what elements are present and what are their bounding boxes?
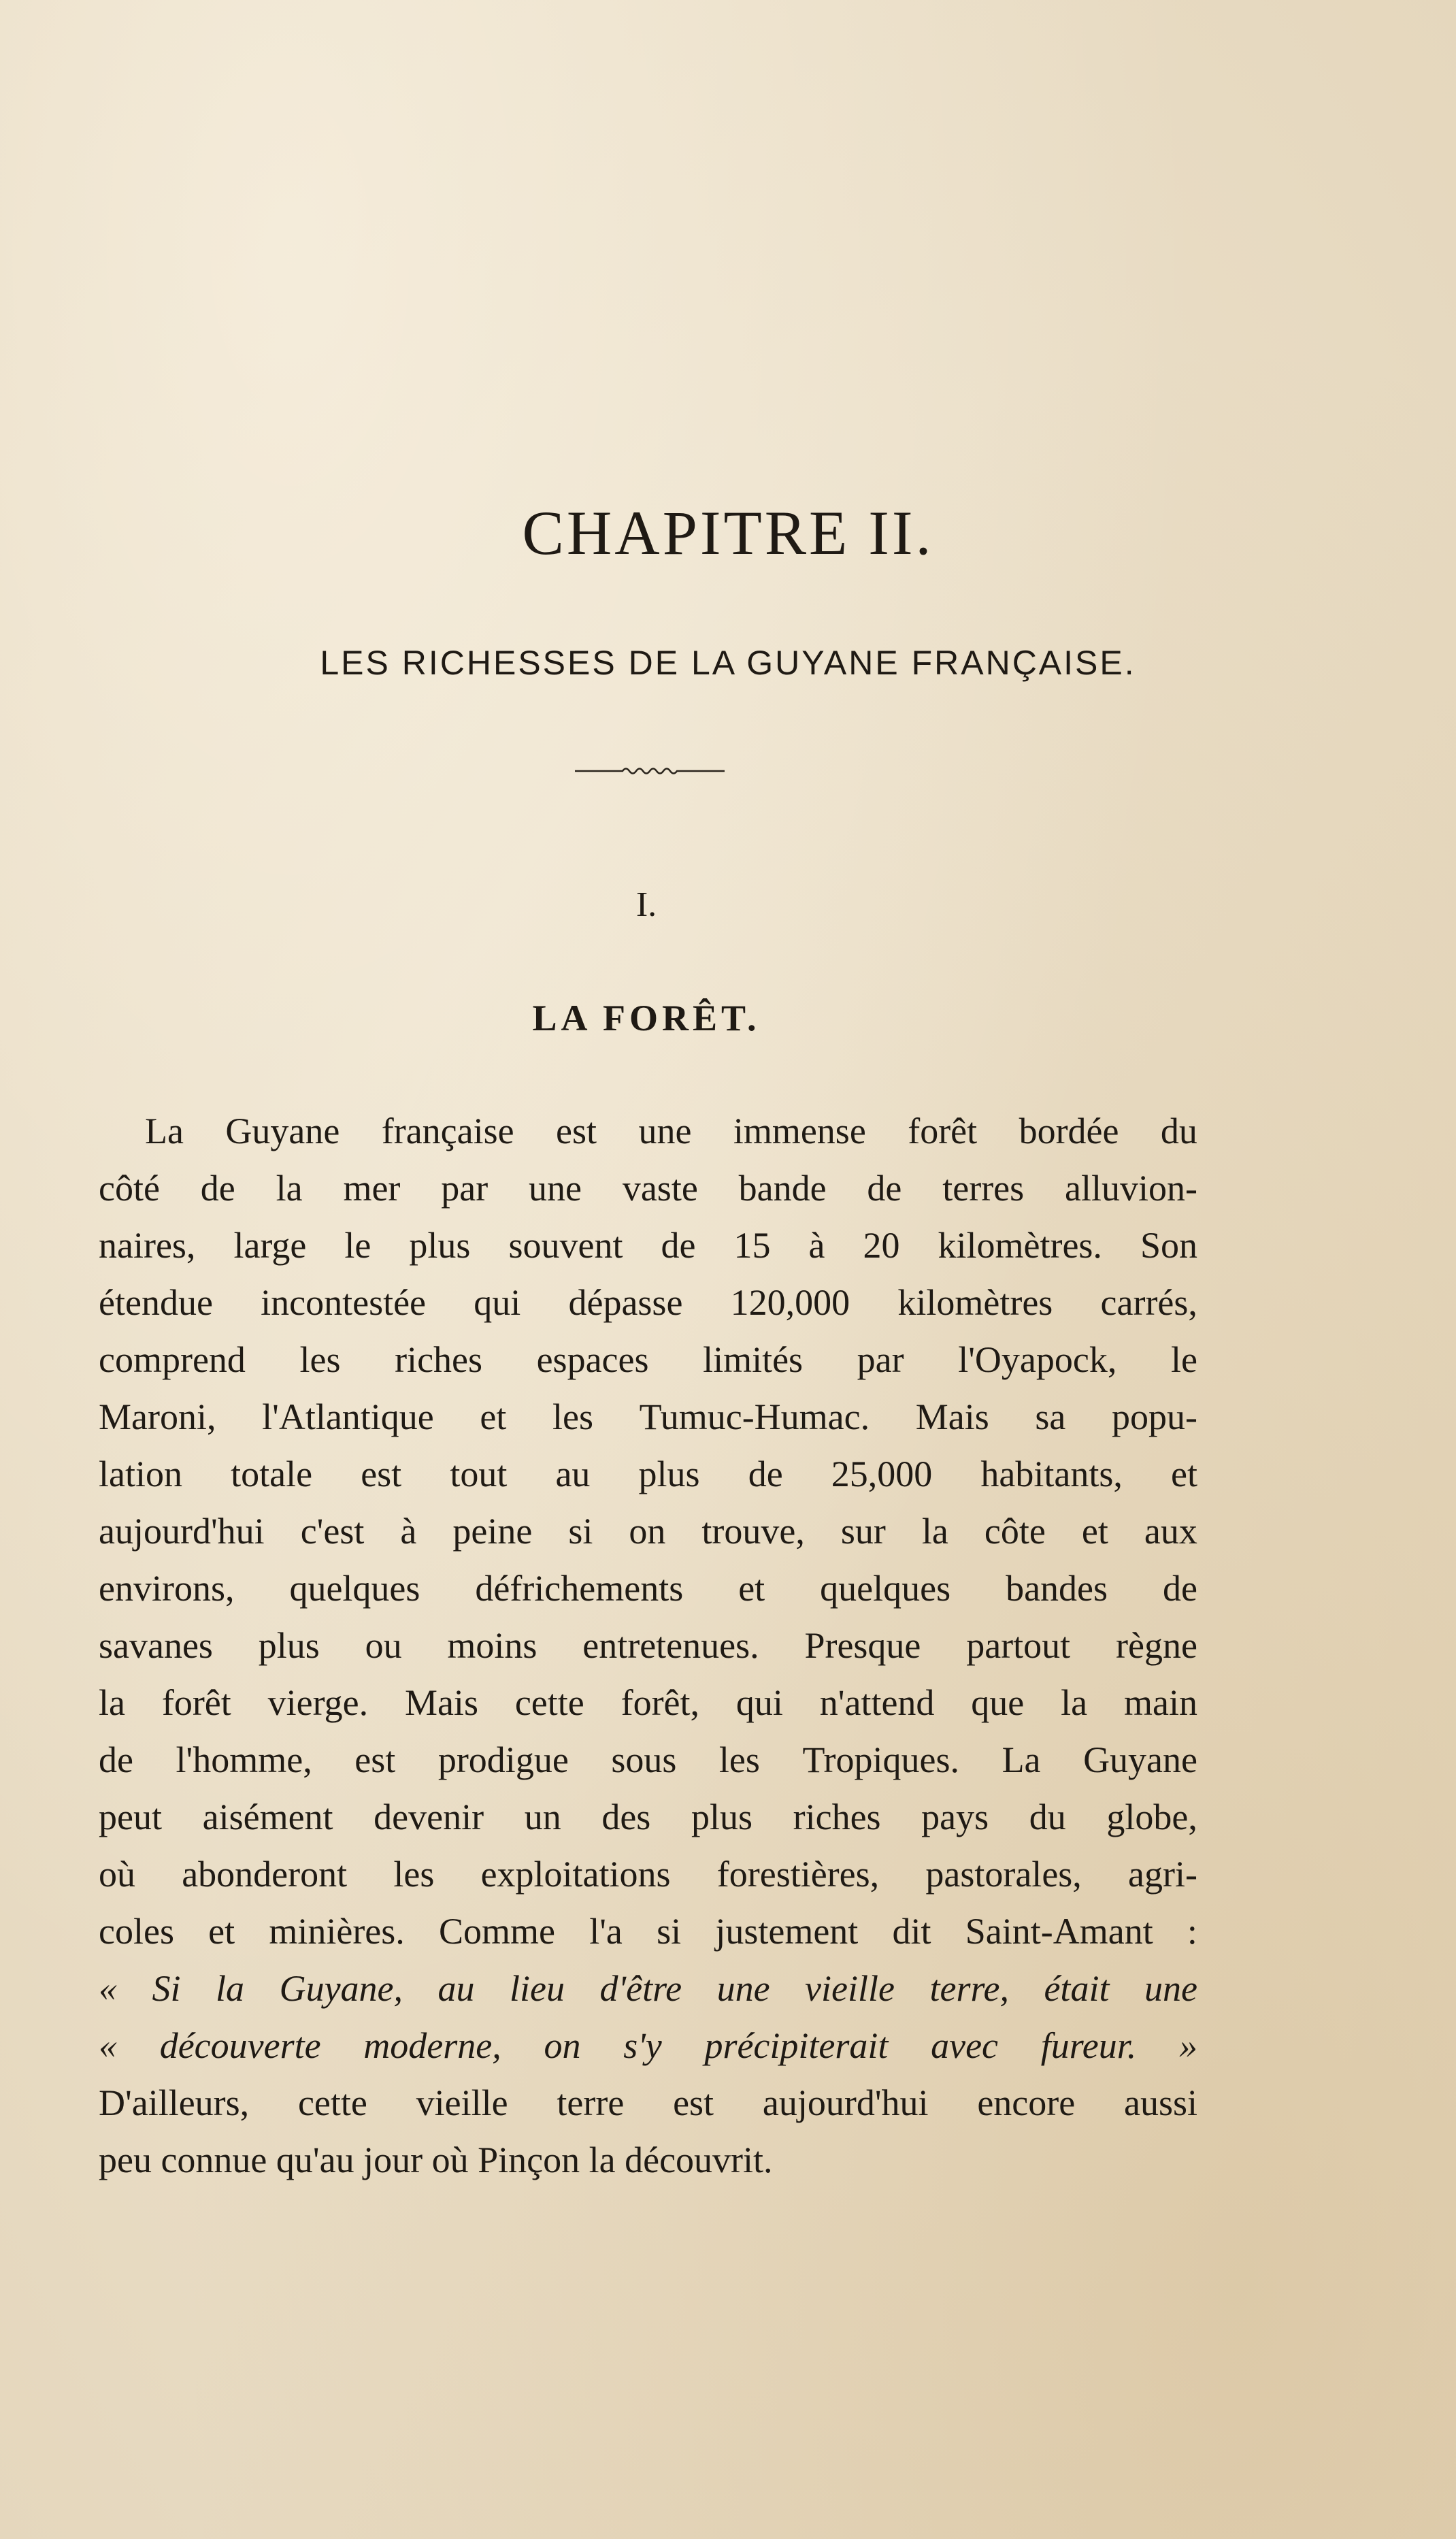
- word: Si: [152, 1968, 181, 2009]
- word: La: [145, 1111, 184, 1151]
- word: souvent: [508, 1225, 623, 1266]
- word: si: [657, 1911, 682, 1952]
- word: pays: [921, 1797, 989, 1837]
- word: aujourd'hui: [762, 2082, 929, 2123]
- word: au: [437, 1968, 475, 2009]
- word: «: [99, 1968, 117, 2009]
- word: défrichements: [475, 1568, 684, 1609]
- word: main: [1123, 1682, 1197, 1723]
- word: :: [1187, 1911, 1197, 1952]
- text-line: [99, 1617, 1197, 1674]
- word: les: [393, 1854, 435, 1895]
- word: kilomètres.: [938, 1225, 1102, 1266]
- word: incontestée: [261, 1282, 427, 1323]
- word: kilomètres: [897, 1282, 1053, 1323]
- word: minières.: [269, 1911, 405, 1952]
- word: vieille: [805, 1968, 895, 2009]
- word: connue: [161, 2140, 267, 2180]
- word: lation: [99, 1454, 182, 1494]
- word: par: [857, 1339, 904, 1380]
- word: cette: [297, 2082, 367, 2123]
- word: partout: [966, 1625, 1071, 1666]
- word: à: [808, 1225, 825, 1266]
- word: l'Atlantique: [262, 1396, 434, 1437]
- word: comprend: [99, 1339, 246, 1380]
- word: règne: [1116, 1625, 1197, 1666]
- word: cette: [514, 1682, 584, 1723]
- word: espaces: [536, 1339, 649, 1380]
- word: »: [1178, 2025, 1197, 2066]
- word: du: [1029, 1797, 1066, 1837]
- word: dit: [892, 1911, 931, 1952]
- word: on: [544, 2025, 581, 2066]
- word: de: [1162, 1568, 1197, 1609]
- word: aux: [1144, 1511, 1197, 1552]
- word: c'est: [300, 1511, 365, 1552]
- word: de: [661, 1225, 696, 1266]
- word: la: [921, 1511, 948, 1552]
- text-line: [99, 1846, 1197, 1903]
- section-number: I.: [635, 885, 657, 924]
- section-title: LA FORÊT.: [532, 998, 761, 1038]
- word: et: [738, 1568, 765, 1609]
- word: une: [638, 1111, 692, 1151]
- word: bordée: [1019, 1111, 1119, 1151]
- word: justement: [715, 1911, 859, 1952]
- word: que: [971, 1682, 1025, 1723]
- word: est: [556, 1111, 597, 1151]
- text-line: [99, 1445, 1197, 1503]
- word: est: [354, 1739, 396, 1780]
- word: coles: [99, 1911, 174, 1952]
- word: qui: [735, 1682, 783, 1723]
- word: Saint-Amant: [965, 1911, 1153, 1952]
- word: carrés,: [1100, 1282, 1197, 1323]
- word: trouve,: [701, 1511, 805, 1552]
- word: habitants,: [980, 1454, 1123, 1494]
- word: étendue: [99, 1282, 213, 1323]
- word: découvrit.: [625, 2140, 773, 2180]
- word: la: [276, 1168, 303, 1209]
- word: d'être: [599, 1968, 682, 2009]
- word: forêt: [161, 1682, 231, 1723]
- word: si: [568, 1511, 593, 1552]
- word: popu-: [1111, 1396, 1197, 1437]
- word: l'a: [589, 1911, 623, 1952]
- word: terre: [557, 2082, 625, 2123]
- word: la: [589, 2140, 616, 2180]
- word: où: [99, 1854, 135, 1895]
- word: Comme: [439, 1911, 555, 1952]
- word: devenir: [374, 1797, 484, 1837]
- word: découverte: [159, 2025, 321, 2066]
- text-line: [99, 2074, 1197, 2131]
- chapter-title: CHAPITRE II.: [522, 498, 934, 568]
- word: de: [867, 1168, 902, 1209]
- word: alluvion-: [1065, 1168, 1197, 1209]
- word: et: [480, 1396, 507, 1437]
- word: Mais: [404, 1682, 478, 1723]
- text-line: [99, 1960, 1197, 2017]
- word: par: [441, 1168, 489, 1209]
- word: «: [99, 2025, 117, 2066]
- word: qu'au: [276, 2140, 354, 2180]
- text-line: [99, 1217, 1197, 1274]
- word: globe,: [1106, 1797, 1197, 1837]
- word: de: [200, 1168, 235, 1209]
- word: totale: [231, 1454, 313, 1494]
- word: 15: [733, 1225, 771, 1266]
- word: jour: [363, 2140, 423, 2180]
- chapter-subtitle: LES RICHESSES DE LA GUYANE FRANÇAISE.: [320, 644, 1136, 682]
- word: peu: [99, 2140, 152, 2180]
- word: est: [361, 1454, 402, 1494]
- word: peut: [99, 1797, 162, 1837]
- text-line: [99, 1388, 1197, 1445]
- word: côté: [99, 1168, 160, 1209]
- word: une: [1144, 1968, 1197, 2009]
- word: on: [629, 1511, 666, 1552]
- word: de: [748, 1454, 783, 1494]
- word: n'attend: [819, 1682, 935, 1723]
- word: moins: [447, 1625, 537, 1666]
- word: abonderont: [182, 1854, 348, 1895]
- word: la: [1061, 1682, 1088, 1723]
- word: dépasse: [568, 1282, 683, 1323]
- word: précipiterait: [704, 2025, 889, 2066]
- word: bande: [738, 1168, 827, 1209]
- word: Guyane: [1083, 1739, 1197, 1780]
- word: D'ailleurs,: [99, 2082, 250, 2123]
- word: entretenues.: [582, 1625, 759, 1666]
- word: bandes: [1006, 1568, 1108, 1609]
- text-line: [99, 1102, 1197, 1160]
- word: une: [529, 1168, 582, 1209]
- word: des: [601, 1797, 651, 1837]
- word: à: [400, 1511, 417, 1552]
- word: une: [716, 1968, 770, 2009]
- word: Maroni,: [99, 1396, 216, 1437]
- word: l'homme,: [176, 1739, 312, 1780]
- word: plus: [691, 1797, 752, 1837]
- word: les: [299, 1339, 341, 1380]
- word: l'Oyapock,: [958, 1339, 1117, 1380]
- word: 25,000: [831, 1454, 933, 1494]
- word: large: [233, 1225, 307, 1266]
- word: aussi: [1124, 2082, 1197, 2123]
- word: Presque: [804, 1625, 921, 1666]
- word: le: [344, 1225, 371, 1266]
- word: forêt,: [621, 1682, 700, 1723]
- word: aisément: [202, 1797, 333, 1837]
- text-line: [99, 1503, 1197, 1560]
- word: qui: [474, 1282, 521, 1323]
- text-line: [99, 1560, 1197, 1617]
- text-line: [99, 1731, 1197, 1788]
- word: et: [1081, 1511, 1108, 1552]
- word: Guyane,: [279, 1968, 403, 2009]
- word: Tumuc-Humac.: [639, 1396, 870, 1437]
- text-line: [99, 1903, 1197, 1960]
- word: est: [673, 2082, 714, 2123]
- word: environs,: [99, 1568, 235, 1609]
- word: moderne,: [363, 2025, 501, 2066]
- word: plus: [638, 1454, 700, 1494]
- text-line: [99, 1674, 1197, 1731]
- word: plus: [409, 1225, 471, 1266]
- word: était: [1044, 1968, 1110, 2009]
- text-line: [99, 1160, 1197, 1217]
- word: française: [381, 1111, 514, 1151]
- word: un: [524, 1797, 561, 1837]
- word: 20: [863, 1225, 900, 1266]
- word: avec: [931, 2025, 999, 2066]
- word: la: [216, 1968, 245, 2009]
- word: mer: [343, 1168, 401, 1209]
- word: tout: [450, 1454, 508, 1494]
- word: sur: [840, 1511, 886, 1552]
- word: savanes: [99, 1625, 213, 1666]
- word: immense: [733, 1111, 866, 1151]
- word: côte: [984, 1511, 1046, 1552]
- wavy-rule-ornament-icon: [575, 761, 725, 781]
- word: Guyane: [225, 1111, 340, 1151]
- text-line: [99, 1788, 1197, 1846]
- word: peine: [452, 1511, 533, 1552]
- word: riches: [395, 1339, 483, 1380]
- word: agri-: [1128, 1854, 1197, 1895]
- word: quelques: [289, 1568, 420, 1609]
- word: et: [1171, 1454, 1197, 1494]
- word: le: [1170, 1339, 1197, 1380]
- word: prodigue: [437, 1739, 569, 1780]
- word: encore: [977, 2082, 1076, 2123]
- word: ou: [365, 1625, 402, 1666]
- word: s'y: [623, 2025, 662, 2066]
- word: forêt: [908, 1111, 978, 1151]
- word: les: [552, 1396, 594, 1437]
- body-paragraph: [99, 1102, 1197, 2189]
- word: forestières,: [716, 1854, 880, 1895]
- word: fureur.: [1040, 2025, 1137, 2066]
- word: limités: [703, 1339, 804, 1380]
- word: et: [208, 1911, 235, 1952]
- word: au: [555, 1454, 591, 1494]
- word: Pinçon: [478, 2140, 580, 2180]
- word: Son: [1140, 1225, 1197, 1266]
- word: vaste: [622, 1168, 698, 1209]
- word: riches: [793, 1797, 881, 1837]
- word: de: [99, 1739, 133, 1780]
- word: aujourd'hui: [99, 1511, 265, 1552]
- word: terres: [942, 1168, 1025, 1209]
- word: Mais: [915, 1396, 989, 1437]
- word: naires,: [99, 1225, 196, 1266]
- word: vierge.: [267, 1682, 369, 1723]
- text-line: [99, 1274, 1197, 1331]
- word: sous: [611, 1739, 677, 1780]
- word: où: [431, 2140, 469, 2180]
- word: La: [1002, 1739, 1041, 1780]
- word: plus: [258, 1625, 320, 1666]
- word: vieille: [416, 2082, 508, 2123]
- text-line: [99, 2131, 1197, 2189]
- word: lieu: [510, 1968, 565, 2009]
- text-line: [99, 2017, 1197, 2074]
- word: du: [1160, 1111, 1197, 1151]
- word: les: [718, 1739, 760, 1780]
- word: exploitations: [480, 1854, 671, 1895]
- word: quelques: [820, 1568, 951, 1609]
- word: 120,000: [730, 1282, 850, 1323]
- word: pastorales,: [925, 1854, 1082, 1895]
- text-line: [99, 1331, 1197, 1388]
- word: terre,: [929, 1968, 1009, 2009]
- word: sa: [1035, 1396, 1066, 1437]
- word: la: [99, 1682, 125, 1723]
- word: Tropiques.: [802, 1739, 960, 1780]
